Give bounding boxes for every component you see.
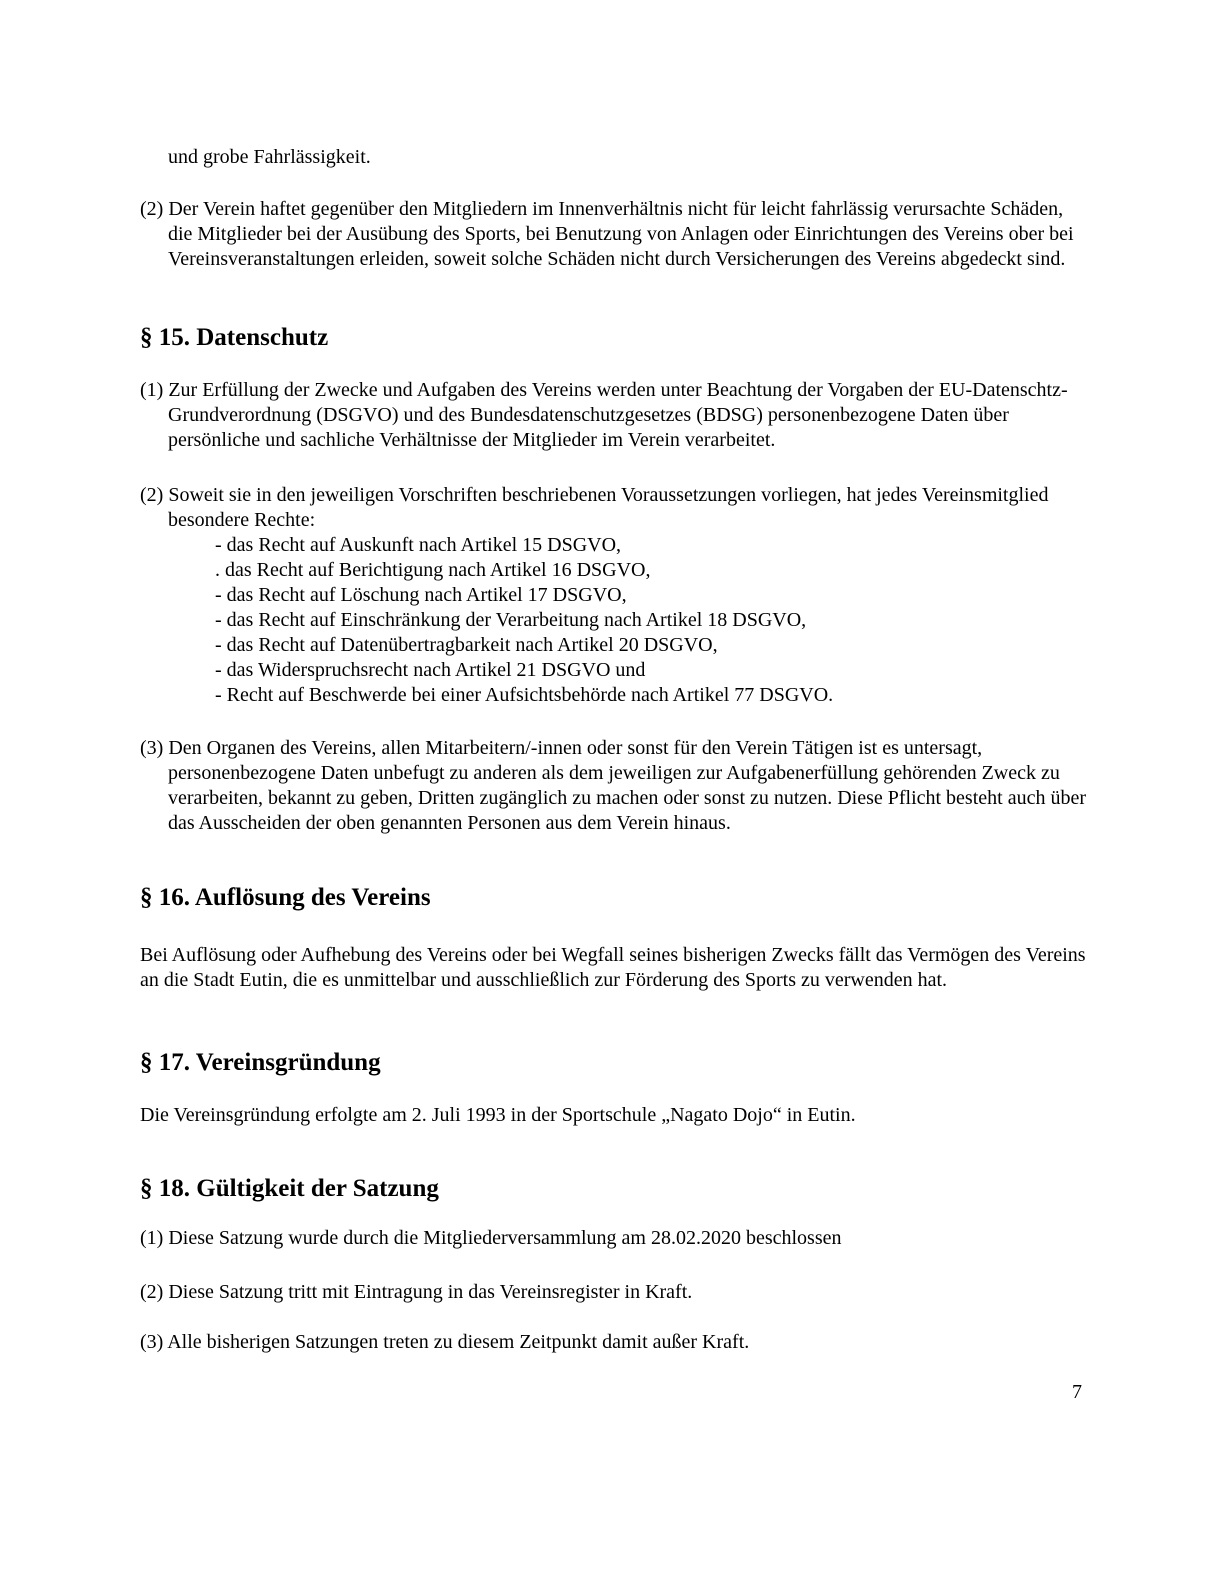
rights-list-item: - das Recht auf Auskunft nach Artikel 15 DSGVO,: [215, 534, 622, 556]
section-16-heading: § 16. Auflösung des Vereins: [140, 884, 431, 911]
section-16-body: Bei Auflösung oder Aufhebung des Vereins oder bei Wegfall seines bisherigen Zwecks fällt das Vermögen des Vereins an die Stadt Eutin, die es unmittelbar und ausschließlich zur Förderung des Sports zu verwenden hat.: [140, 944, 1086, 991]
rights-list-item: - das Recht auf Datenübertragbarkeit nach Artikel 20 DSGVO,: [215, 634, 718, 656]
continuation-line: und grobe Fahrlässigkeit.: [168, 146, 371, 168]
rights-list-item: - das Recht auf Einschränkung der Verarbeitung nach Artikel 18 DSGVO,: [215, 609, 807, 631]
section-18-paragraph-3: (3) Alle bisherigen Satzungen treten zu diesem Zeitpunkt damit außer Kraft.: [140, 1331, 750, 1353]
rights-list-item: - das Recht auf Löschung nach Artikel 17 DSGVO,: [215, 584, 627, 606]
rights-list-item: - das Widerspruchsrecht nach Artikel 21 DSGVO und: [215, 659, 646, 681]
section-17-heading: § 17. Vereinsgründung: [140, 1049, 381, 1076]
rights-list-item: . das Recht auf Berichtigung nach Artikel 16 DSGVO,: [215, 559, 651, 581]
section-15-paragraph-1: (1) Zur Erfüllung der Zwecke und Aufgaben des Vereins werden unter Beachtung der Vorgaben der EU-Datenschtz-Grundverordnung (DSGVO) und des Bundesdatenschutzgesetzes (BDSG) personenbezogene Daten über persönliche und sachliche Verhältnisse der Mitglieder im Verein verarbeitet.: [140, 379, 1068, 451]
section-15-paragraph-2-intro: (2) Soweit sie in den jeweiligen Vorschriften beschriebenen Voraussetzungen vorliegen, hat jedes Vereinsmitglied besondere Rechte:: [140, 484, 1049, 531]
section-18-heading: § 18. Gültigkeit der Satzung: [140, 1175, 439, 1202]
section-18-paragraph-1: (1) Diese Satzung wurde durch die Mitgliederversammlung am 28.02.2020 beschlossen: [140, 1227, 842, 1249]
section-17-body: Die Vereinsgründung erfolgte am 2. Juli 1993 in der Sportschule „Nagato Dojo“ in Eutin.: [140, 1104, 856, 1126]
section-15-heading: § 15. Datenschutz: [140, 324, 329, 351]
rights-list-item: - Recht auf Beschwerde bei einer Aufsichtsbehörde nach Artikel 77 DSGVO.: [215, 684, 834, 706]
rights-list: [140, 533, 1088, 708]
page-content: [140, 0, 1088, 1405]
page-number: 7: [1072, 1381, 1082, 1403]
section-18-paragraph-2: (2) Diese Satzung tritt mit Eintragung in das Vereinsregister in Kraft.: [140, 1281, 693, 1303]
liability-paragraph: (2) Der Verein haftet gegenüber den Mitgliedern im Innenverhältnis nicht für leicht fahrlässig verursachte Schäden, die Mitglieder bei der Ausübung des Sports, bei Benutzung von Anlagen oder Einrichtungen des Vereins ober bei Vereinsveranstaltungen erleiden, soweit solche Schäden nicht durch Versicherungen des Vereins abgedeckt sind.: [140, 198, 1074, 270]
section-15-paragraph-3: (3) Den Organen des Vereins, allen Mitarbeitern/-innen oder sonst für den Verein Tätigen ist es untersagt, personenbezogene Daten unbefugt zu anderen als dem jeweiligen zur Aufgabenerfüllung gehörenden Zweck zu verarbeiten, bekannt zu geben, Dritten zugänglich zu machen oder sonst zu nutzen. Diese Pflicht besteht auch über das Ausscheiden der oben genannten Personen aus dem Verein hinaus.: [140, 737, 1086, 834]
